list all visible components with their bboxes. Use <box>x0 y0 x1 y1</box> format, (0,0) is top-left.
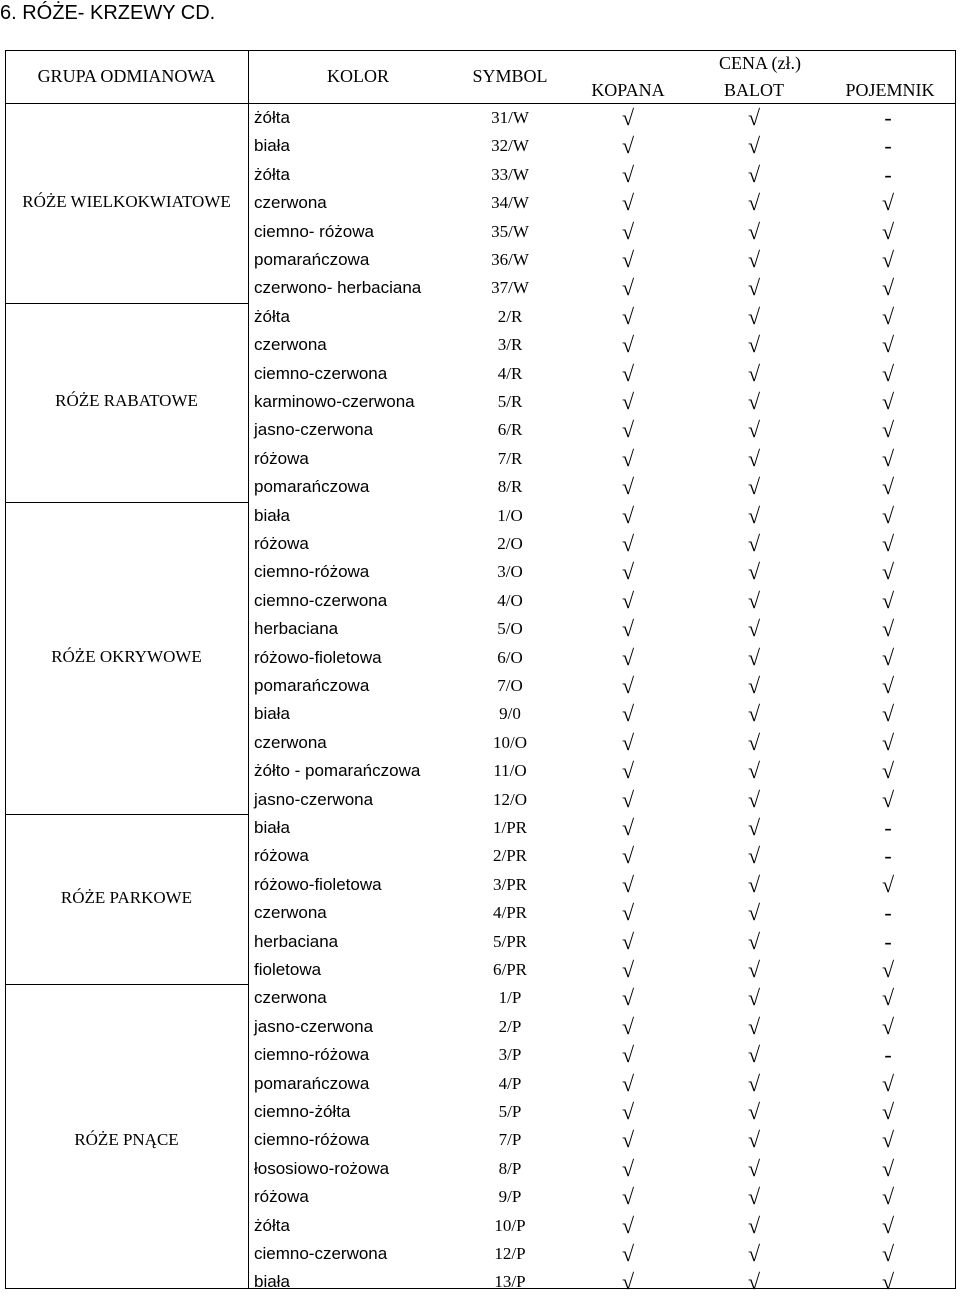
kolor-cell: pomarańczowa <box>254 477 370 497</box>
balot-cell: √ <box>747 1184 761 1210</box>
kolor-cell: jasno-czerwona <box>254 789 374 809</box>
kolor-cell: ciemno- różowa <box>254 221 374 241</box>
balot-cell: √ <box>747 445 761 471</box>
kolor-cell: czerwona <box>254 988 327 1008</box>
kolor-cell: ciemno-różowa <box>254 1045 370 1065</box>
balot-cell: √ <box>747 133 761 159</box>
balot-cell: √ <box>747 1070 761 1096</box>
pojemnik-cell: √ <box>881 531 895 556</box>
kopana-cell: √ <box>621 644 635 670</box>
table-row <box>0 445 960 473</box>
pojemnik-cell: √ <box>881 1184 895 1210</box>
kolor-cell: łososiowo-rożowa <box>254 1158 390 1178</box>
symbol-cell: 2/PR <box>492 846 528 866</box>
balot-cell: √ <box>747 729 761 755</box>
table-row <box>0 842 960 870</box>
kolor-cell: różowo-fioletowa <box>254 874 382 894</box>
balot-cell: √ <box>747 1127 761 1153</box>
table-row <box>0 1183 960 1211</box>
pojemnik-cell: - <box>884 105 892 130</box>
kopana-cell: √ <box>621 1127 635 1153</box>
symbol-cell: 4/R <box>497 363 523 383</box>
kolor-cell: ciemno-czerwona <box>254 1244 388 1263</box>
kolor-cell: biała <box>254 1272 290 1292</box>
kopana-cell: √ <box>621 474 635 500</box>
kopana-cell: √ <box>621 957 635 982</box>
pojemnik-cell: √ <box>881 1155 895 1181</box>
symbol-cell: 5/PR <box>492 931 528 951</box>
kopana-cell: √ <box>621 587 635 613</box>
table-row <box>0 672 960 700</box>
header-pojemnik: POJEMNIK <box>845 80 935 100</box>
symbol-cell: 6/R <box>497 420 523 440</box>
kopana-cell: √ <box>621 1184 635 1210</box>
balot-cell: √ <box>747 1269 761 1295</box>
pojemnik-cell: - <box>884 900 892 926</box>
table-row <box>0 274 960 302</box>
symbol-cell: 7/P <box>498 1130 522 1150</box>
pojemnik-cell: √ <box>881 758 895 784</box>
pojemnik-cell: √ <box>881 332 895 358</box>
pojemnik-cell: √ <box>881 985 895 1011</box>
symbol-cell: 33/W <box>491 164 529 184</box>
symbol-cell: 8/R <box>497 477 523 497</box>
table-row <box>0 360 960 388</box>
kolor-cell: pomarańczowa <box>254 1073 370 1093</box>
balot-cell: √ <box>747 332 761 358</box>
table-row <box>0 814 960 842</box>
balot-cell: √ <box>747 1155 761 1181</box>
symbol-cell: 5/O <box>497 619 523 639</box>
table-row <box>0 871 960 899</box>
symbol-cell: 4/P <box>498 1073 522 1093</box>
symbol-cell: 8/P <box>498 1158 522 1178</box>
kolor-cell: jasno-czerwona <box>254 1016 374 1036</box>
pojemnik-cell: - <box>884 815 892 840</box>
kolor-cell: ciemno-żółta <box>254 1102 351 1121</box>
pojemnik-cell: √ <box>881 417 895 443</box>
balot-cell: √ <box>747 701 761 727</box>
table-row <box>0 1041 960 1069</box>
pojemnik-cell: √ <box>881 1241 895 1266</box>
kopana-cell: √ <box>621 218 635 244</box>
kolor-cell: ciemno-czerwona <box>254 363 388 383</box>
kolor-cell: herbaciana <box>254 931 339 951</box>
pojemnik-cell: √ <box>881 275 895 301</box>
pojemnik-cell: √ <box>881 1013 895 1039</box>
balot-cell: √ <box>747 161 761 187</box>
kopana-cell: √ <box>621 133 635 159</box>
symbol-cell: 12/P <box>494 1244 526 1263</box>
kopana-cell: √ <box>621 1070 635 1096</box>
pojemnik-cell: √ <box>881 502 895 528</box>
kolor-cell: herbaciana <box>254 619 339 639</box>
table-row <box>0 416 960 444</box>
symbol-cell: 6/O <box>497 647 523 667</box>
kolor-cell: biała <box>254 136 290 156</box>
pojemnik-cell: √ <box>881 1070 895 1096</box>
symbol-cell: 2/R <box>497 306 523 326</box>
table-row <box>0 899 960 927</box>
balot-cell: √ <box>747 815 761 840</box>
balot-cell: √ <box>747 190 761 216</box>
symbol-cell: 3/R <box>497 335 523 355</box>
kopana-cell: √ <box>621 360 635 386</box>
balot-cell: √ <box>747 928 761 954</box>
symbol-cell: 10/P <box>494 1215 526 1235</box>
symbol-cell: 7/R <box>497 448 523 468</box>
table-row <box>0 331 960 359</box>
kolor-cell: biała <box>254 505 290 525</box>
kolor-cell: żółta <box>254 164 290 184</box>
balot-cell: √ <box>747 275 761 301</box>
pojemnik-cell: √ <box>881 1099 895 1124</box>
pojemnik-cell: √ <box>881 786 895 812</box>
balot-cell: √ <box>747 1212 761 1238</box>
symbol-cell: 1/PR <box>492 818 528 837</box>
balot-cell: √ <box>747 957 761 982</box>
pojemnik-cell: √ <box>881 474 895 500</box>
kopana-cell: √ <box>621 900 635 926</box>
balot-cell: √ <box>747 247 761 272</box>
kopana-cell: √ <box>621 275 635 301</box>
pojemnik-cell: √ <box>881 673 895 698</box>
table-row <box>0 218 960 246</box>
pojemnik-cell: √ <box>881 559 895 585</box>
kolor-cell: czerwona <box>254 903 327 923</box>
pojemnik-cell: √ <box>881 587 895 613</box>
group-name: RÓŻE PARKOWE <box>60 888 193 908</box>
table-row <box>0 928 960 956</box>
kolor-cell: biała <box>254 704 290 724</box>
symbol-cell: 37/W <box>491 278 529 298</box>
table-row <box>0 1155 960 1183</box>
pojemnik-cell: √ <box>881 644 895 670</box>
pojemnik-cell: √ <box>881 871 895 897</box>
kolor-cell: fioletowa <box>254 960 322 979</box>
kopana-cell: √ <box>621 729 635 755</box>
balot-cell: √ <box>747 218 761 244</box>
pojemnik-cell: √ <box>881 247 895 272</box>
kopana-cell: √ <box>621 1212 635 1238</box>
balot-cell: √ <box>747 871 761 897</box>
pojemnik-cell: √ <box>881 360 895 386</box>
symbol-cell: 34/W <box>491 193 529 213</box>
kopana-cell: √ <box>621 105 635 130</box>
kopana-cell: √ <box>621 758 635 784</box>
symbol-cell: 9/0 <box>499 704 521 724</box>
symbol-cell: 4/PR <box>492 903 528 923</box>
kopana-cell: √ <box>621 445 635 471</box>
symbol-cell: 3/P <box>498 1045 522 1065</box>
pojemnik-cell: √ <box>881 1212 895 1238</box>
kopana-cell: √ <box>621 1099 635 1124</box>
kolor-cell: żółto - pomarańczowa <box>254 761 421 781</box>
balot-cell: √ <box>747 1099 761 1124</box>
symbol-cell: 1/P <box>498 988 522 1008</box>
table-top-border <box>5 50 955 51</box>
kolor-cell: żółta <box>254 108 290 127</box>
kopana-cell: √ <box>621 247 635 272</box>
table-row <box>0 530 960 558</box>
symbol-cell: 4/O <box>497 590 523 610</box>
symbol-cell: 1/O <box>497 505 523 525</box>
kolor-cell: biała <box>254 818 290 837</box>
table-row <box>0 132 960 160</box>
symbol-cell: 36/W <box>491 250 529 269</box>
table-row <box>0 615 960 643</box>
balot-cell: √ <box>747 644 761 670</box>
balot-cell: √ <box>747 360 761 386</box>
table-row <box>0 1240 960 1268</box>
table-row <box>0 1098 960 1126</box>
symbol-cell: 32/W <box>491 136 529 156</box>
group-name: RÓŻE RABATOWE <box>55 391 198 411</box>
kopana-cell: √ <box>621 531 635 556</box>
header-balot: BALOT <box>724 80 784 100</box>
table-row <box>0 189 960 217</box>
kopana-cell: √ <box>621 190 635 216</box>
kolor-cell: ciemno-różowa <box>254 1130 370 1150</box>
kolor-cell: różowa <box>254 846 309 866</box>
pojemnik-cell: - <box>884 133 892 159</box>
table-row <box>0 558 960 586</box>
kopana-cell: √ <box>621 928 635 954</box>
symbol-cell: 11/O <box>493 761 527 781</box>
group-name: RÓŻE OKRYWOWE <box>51 646 202 666</box>
kolor-cell: czerwona <box>254 193 327 213</box>
balot-cell: √ <box>747 843 761 869</box>
table-row <box>0 757 960 785</box>
table-row <box>0 644 960 672</box>
symbol-cell: 31/W <box>491 108 529 127</box>
kolor-cell: czerwona <box>254 732 327 752</box>
pojemnik-cell: √ <box>881 218 895 244</box>
page-title: 6. RÓŻE- KRZEWY CD. <box>0 2 216 24</box>
pojemnik-cell: √ <box>881 701 895 727</box>
kopana-cell: √ <box>621 417 635 443</box>
kolor-cell: żółta <box>254 306 290 326</box>
kopana-cell: √ <box>621 815 635 840</box>
kopana-cell: √ <box>621 559 635 585</box>
header-grupa: GRUPA ODMIANOWA <box>37 66 216 86</box>
pojemnik-cell: √ <box>881 957 895 982</box>
balot-cell: √ <box>747 900 761 926</box>
kopana-cell: √ <box>621 673 635 698</box>
balot-cell: √ <box>747 673 761 698</box>
balot-cell: √ <box>747 303 761 329</box>
group-name: RÓŻE WIELKOKWIATOWE <box>22 192 231 212</box>
symbol-cell: 7/O <box>497 676 523 695</box>
table-row <box>0 303 960 331</box>
symbol-cell: 12/O <box>493 789 527 809</box>
balot-cell: √ <box>747 1241 761 1266</box>
pojemnik-cell: √ <box>881 445 895 471</box>
balot-cell: √ <box>747 531 761 556</box>
table-row <box>0 161 960 189</box>
pojemnik-cell: √ <box>881 1127 895 1153</box>
kolor-cell: różowo-fioletowa <box>254 647 382 667</box>
kolor-cell: jasno-czerwona <box>254 420 374 440</box>
balot-cell: √ <box>747 417 761 443</box>
kopana-cell: √ <box>621 303 635 329</box>
table-row <box>0 246 960 274</box>
table-row <box>0 700 960 728</box>
balot-cell: √ <box>747 105 761 130</box>
kolor-cell: żółta <box>254 1215 290 1235</box>
kopana-cell: √ <box>621 332 635 358</box>
group-name: RÓŻE PNĄCE <box>74 1129 179 1149</box>
kopana-cell: √ <box>621 1042 635 1068</box>
kolor-cell: różowa <box>254 1187 309 1207</box>
kopana-cell: √ <box>621 843 635 869</box>
kopana-cell: √ <box>621 1269 635 1295</box>
symbol-cell: 10/O <box>493 732 527 752</box>
table-row <box>0 729 960 757</box>
pojemnik-cell: √ <box>881 729 895 755</box>
pojemnik-cell: √ <box>881 303 895 329</box>
pojemnik-cell: √ <box>881 1269 895 1295</box>
kopana-cell: √ <box>621 1013 635 1039</box>
balot-cell: √ <box>747 559 761 585</box>
pojemnik-cell: √ <box>881 616 895 642</box>
kolor-cell: ciemno-czerwona <box>254 590 388 610</box>
symbol-cell: 9/P <box>498 1187 522 1207</box>
symbol-cell: 6/PR <box>492 960 528 979</box>
kopana-cell: √ <box>621 985 635 1011</box>
symbol-cell: 13/P <box>494 1272 526 1292</box>
table-row <box>0 1126 960 1154</box>
balot-cell: √ <box>747 474 761 500</box>
kopana-cell: √ <box>621 161 635 187</box>
table-row <box>0 1212 960 1240</box>
pojemnik-cell: √ <box>881 190 895 216</box>
symbol-cell: 35/W <box>491 221 529 241</box>
kopana-cell: √ <box>621 701 635 727</box>
symbol-cell: 5/R <box>497 392 523 411</box>
kopana-cell: √ <box>621 389 635 414</box>
balot-cell: √ <box>747 1042 761 1068</box>
balot-cell: √ <box>747 389 761 414</box>
table-row <box>0 502 960 530</box>
table-row <box>0 473 960 501</box>
table-row <box>0 956 960 984</box>
balot-cell: √ <box>747 758 761 784</box>
kolor-cell: karminowo-czerwona <box>254 392 415 411</box>
kolor-cell: ciemno-różowa <box>254 562 370 582</box>
pojemnik-cell: - <box>884 161 892 187</box>
kolor-cell: różowa <box>254 534 309 553</box>
header-cena: CENA (zł.) <box>719 53 801 73</box>
symbol-cell: 3/PR <box>492 874 528 894</box>
table-row <box>0 587 960 615</box>
kolor-cell: różowa <box>254 448 309 468</box>
table-row <box>0 786 960 814</box>
pojemnik-cell: √ <box>881 389 895 414</box>
symbol-cell: 2/P <box>498 1016 522 1036</box>
kopana-cell: √ <box>621 1241 635 1266</box>
balot-cell: √ <box>747 786 761 812</box>
pojemnik-cell: - <box>884 928 892 954</box>
balot-cell: √ <box>747 985 761 1011</box>
pojemnik-cell: - <box>884 843 892 869</box>
kolor-cell: pomarańczowa <box>254 676 370 695</box>
balot-cell: √ <box>747 502 761 528</box>
table-row <box>0 984 960 1012</box>
symbol-cell: 3/O <box>497 562 523 582</box>
header-kopana: KOPANA <box>591 80 665 100</box>
symbol-cell: 5/P <box>498 1102 522 1121</box>
header-symbol: SYMBOL <box>472 66 548 86</box>
kopana-cell: √ <box>621 871 635 897</box>
kopana-cell: √ <box>621 1155 635 1181</box>
balot-cell: √ <box>747 587 761 613</box>
symbol-cell: 2/O <box>497 534 523 553</box>
balot-cell: √ <box>747 616 761 642</box>
balot-cell: √ <box>747 1013 761 1039</box>
pojemnik-cell: - <box>884 1042 892 1068</box>
table-row <box>0 388 960 416</box>
kopana-cell: √ <box>621 786 635 812</box>
kopana-cell: √ <box>621 616 635 642</box>
kopana-cell: √ <box>621 502 635 528</box>
header-kolor: KOLOR <box>327 66 389 86</box>
kolor-cell: czerwono- herbaciana <box>254 278 422 298</box>
table-row <box>0 104 960 132</box>
table-row <box>0 1013 960 1041</box>
table-row <box>0 1070 960 1098</box>
kolor-cell: czerwona <box>254 335 327 355</box>
kolor-cell: pomarańczowa <box>254 250 370 269</box>
